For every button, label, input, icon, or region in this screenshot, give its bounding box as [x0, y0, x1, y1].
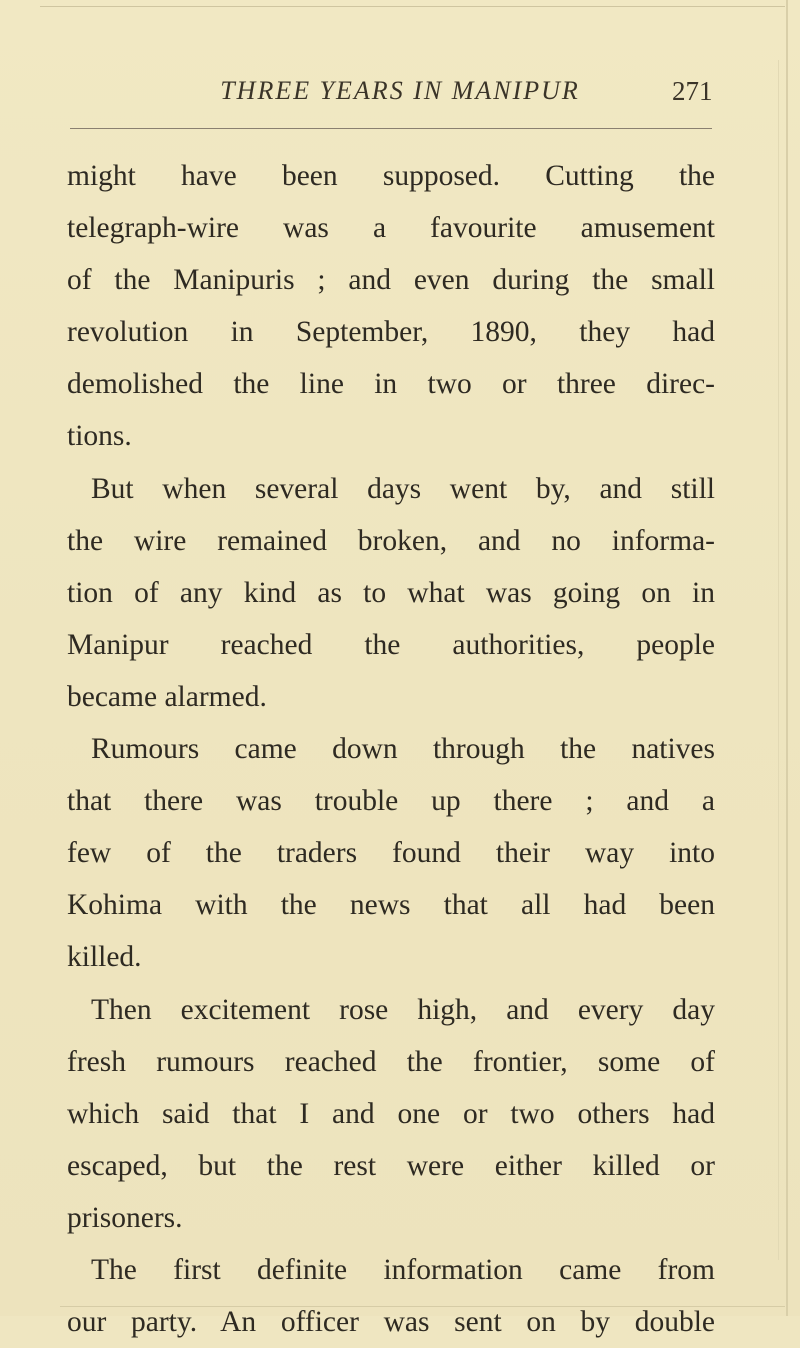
running-title: THREE YEARS IN MANIPUR	[220, 76, 580, 105]
page-number: 271	[672, 76, 713, 106]
text-line: demolished the line in two or three direc-	[67, 368, 715, 401]
paragraph	[67, 1244, 715, 1348]
text-line: tion of any kind as to what was going on in	[67, 576, 715, 609]
text-line: revolution in September, 1890, they had	[67, 316, 715, 349]
paragraph	[67, 723, 715, 983]
page-right-edge	[786, 0, 788, 1316]
paragraph	[67, 984, 715, 1244]
text-line: killed.	[67, 941, 142, 974]
text-line: the wire remained broken, and no informa-	[67, 524, 715, 557]
text-line: our party. An officer was sent on by double	[67, 1306, 715, 1339]
paragraph	[67, 150, 715, 463]
text-line: might have been supposed. Cutting the	[67, 160, 715, 192]
page-top-edge	[40, 6, 785, 7]
text-line: Kohima with the news that all had been	[67, 889, 715, 922]
text-line: became alarmed.	[67, 680, 267, 713]
text-line: which said that I and one or two others had	[67, 1097, 715, 1130]
text-line: few of the traders found their way into	[67, 837, 715, 870]
text-line: prisoners.	[67, 1201, 183, 1234]
page-right-shadow	[778, 60, 779, 1260]
text-line: tions.	[67, 420, 132, 453]
text-line: But when several days went by, and still	[91, 472, 715, 505]
body-text	[67, 150, 715, 1348]
text-line: escaped, but the rest were either killed or	[67, 1149, 715, 1182]
text-line: Then excitement rose high, and every day	[91, 993, 715, 1026]
text-line: of the Manipuris ; and even during the small	[67, 264, 715, 297]
text-line: telegraph-wire was a favourite amusement	[67, 212, 715, 245]
text-line: that there was trouble up there ; and a	[67, 785, 715, 818]
text-line: Manipur reached the authorities, people	[67, 628, 715, 661]
text-line: fresh rumours reached the frontier, some of	[67, 1045, 715, 1078]
header-rule	[70, 128, 712, 129]
text-line: The first definite information came from	[91, 1253, 715, 1286]
page-header	[0, 76, 800, 116]
text-line: Rumours came down through the natives	[91, 733, 715, 766]
paragraph	[67, 463, 715, 723]
